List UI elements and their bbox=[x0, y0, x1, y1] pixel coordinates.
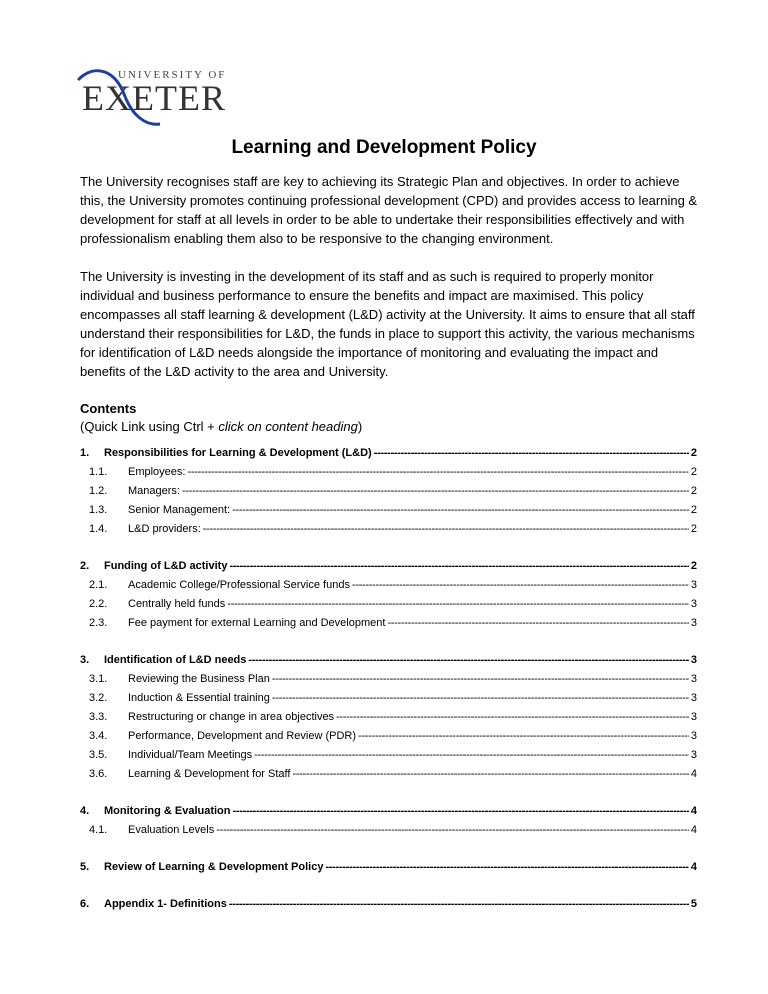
toc-number: 3. bbox=[80, 654, 90, 666]
toc-entry[interactable] bbox=[80, 557, 697, 576]
toc-page: 2 bbox=[690, 466, 697, 478]
toc-number: 3.4. bbox=[89, 730, 108, 742]
toc-title: Restructuring or change in area objectives bbox=[128, 711, 335, 723]
toc-title: Induction & Essential training bbox=[128, 692, 270, 704]
toc-leader bbox=[387, 614, 688, 633]
hint-italic: click on content heading bbox=[218, 419, 358, 434]
toc-page: 3 bbox=[690, 673, 697, 685]
toc-number: 2.2. bbox=[89, 598, 108, 610]
toc-leader bbox=[187, 463, 688, 482]
toc-entry[interactable] bbox=[80, 576, 697, 595]
toc-page: 2 bbox=[690, 447, 697, 459]
toc-title: Individual/Team Meetings bbox=[128, 749, 253, 761]
quick-link-hint bbox=[80, 418, 698, 436]
toc-entry[interactable] bbox=[80, 765, 697, 784]
toc-number: 4.1. bbox=[89, 824, 108, 836]
toc-title: Senior Management: bbox=[128, 504, 231, 516]
toc-entry[interactable] bbox=[80, 501, 697, 520]
toc-page: 4 bbox=[690, 824, 697, 836]
toc-page: 4 bbox=[690, 805, 697, 817]
toc-entry[interactable] bbox=[80, 670, 697, 689]
toc-page: 3 bbox=[690, 730, 697, 742]
toc-title: L&D providers: bbox=[128, 523, 201, 535]
toc-page: 2 bbox=[690, 560, 697, 572]
toc-title: Responsibilities for Learning & Development (L&D) bbox=[104, 447, 372, 459]
toc-leader bbox=[374, 444, 689, 463]
toc-entry[interactable] bbox=[80, 895, 697, 914]
toc-number: 2.3. bbox=[89, 617, 108, 629]
svg-text:UNIVERSITY OF: UNIVERSITY OF bbox=[118, 69, 227, 81]
toc-number: 2.1. bbox=[89, 579, 108, 591]
toc-entry[interactable] bbox=[80, 595, 697, 614]
toc-entry[interactable] bbox=[80, 463, 697, 482]
toc-title: Employees: bbox=[128, 466, 186, 478]
toc-number: 1.3. bbox=[89, 504, 108, 516]
toc-entry[interactable] bbox=[80, 482, 697, 501]
toc-leader bbox=[203, 520, 689, 539]
toc-page: 3 bbox=[690, 711, 697, 723]
toc-leader bbox=[292, 765, 688, 784]
toc-page: 3 bbox=[690, 598, 697, 610]
toc-leader bbox=[336, 708, 689, 727]
toc-title: Managers: bbox=[128, 485, 180, 497]
toc-title: Review of Learning & Development Policy bbox=[104, 861, 324, 873]
toc-entry[interactable] bbox=[80, 708, 697, 727]
toc-page: 3 bbox=[690, 579, 697, 591]
toc-number: 1. bbox=[80, 447, 90, 459]
toc-number: 5. bbox=[80, 861, 90, 873]
toc-title: Monitoring & Evaluation bbox=[104, 805, 231, 817]
hint-prefix: (Quick Link using Ctrl + bbox=[80, 419, 219, 434]
table-of-contents bbox=[80, 444, 697, 914]
toc-leader bbox=[272, 670, 689, 689]
toc-entry[interactable] bbox=[80, 802, 697, 821]
toc-leader bbox=[352, 576, 689, 595]
toc-number: 2. bbox=[80, 560, 90, 572]
toc-leader bbox=[182, 482, 689, 501]
toc-page: 3 bbox=[690, 692, 697, 704]
toc-leader bbox=[216, 821, 689, 840]
toc-entry[interactable] bbox=[80, 651, 697, 670]
toc-leader bbox=[325, 858, 688, 877]
toc-title: Identification of L&D needs bbox=[104, 654, 247, 666]
scope-paragraph: The University is investing in the development of its staff and as such is required to properly monitor individual and business performance to ensure the benefits and impact are maximised. This policy encompasses all staff learning & development (L&D) activity at the University. It aims to ensure that all staff understand their responsibilities for L&D, the funds in place to support this activity, the various mechanisms for identification of L&D needs alongside the importance of monitoring and evaluating the impact and benefits of the L&D activity to the area and University. bbox=[80, 269, 695, 379]
toc-title: Funding of L&D activity bbox=[104, 560, 228, 572]
toc-number: 1.4. bbox=[89, 523, 108, 535]
toc-number: 3.2. bbox=[89, 692, 108, 704]
toc-number: 4. bbox=[80, 805, 90, 817]
toc-number: 3.5. bbox=[89, 749, 108, 761]
toc-page: 2 bbox=[690, 485, 697, 497]
toc-leader bbox=[248, 651, 688, 670]
toc-entry[interactable] bbox=[80, 746, 697, 765]
toc-leader bbox=[272, 689, 689, 708]
toc-number: 1.1. bbox=[89, 466, 108, 478]
toc-number: 3.3. bbox=[89, 711, 108, 723]
toc-entry[interactable] bbox=[80, 614, 697, 633]
toc-title: Reviewing the Business Plan bbox=[128, 673, 270, 685]
toc-page: 2 bbox=[690, 523, 697, 535]
toc-leader bbox=[229, 557, 688, 576]
toc-number: 3.1. bbox=[89, 673, 108, 685]
toc-title: Learning & Development for Staff bbox=[128, 768, 291, 780]
toc-page: 3 bbox=[690, 617, 697, 629]
toc-leader bbox=[229, 895, 689, 914]
toc-number: 1.2. bbox=[89, 485, 108, 497]
toc-entry[interactable] bbox=[80, 520, 697, 539]
toc-number: 3.6. bbox=[89, 768, 108, 780]
toc-leader bbox=[232, 501, 689, 520]
svg-text:EXETER: EXETER bbox=[82, 78, 226, 118]
toc-leader bbox=[358, 727, 689, 746]
toc-number: 6. bbox=[80, 898, 90, 910]
toc-entry[interactable] bbox=[80, 858, 697, 877]
toc-page: 5 bbox=[690, 898, 697, 910]
toc-leader bbox=[254, 746, 689, 765]
university-of-exeter-logo bbox=[76, 58, 241, 128]
toc-entry[interactable] bbox=[80, 444, 697, 463]
toc-title: Appendix 1- Definitions bbox=[104, 898, 227, 910]
toc-leader bbox=[227, 595, 689, 614]
toc-page: 4 bbox=[690, 768, 697, 780]
toc-page: 3 bbox=[690, 654, 697, 666]
toc-title: Evaluation Levels bbox=[128, 824, 215, 836]
page-title: Learning and Development Policy bbox=[231, 137, 537, 158]
intro-paragraph: The University recognises staff are key to achieving its Strategic Plan and objectives. In order to achieve this, the University promotes continuing professional development (CPD) and provides access to learning & development for staff at all levels in order to be able to undertake their responsibilities effectively and with professionalism enabling them also to be responsive to the changing environment. bbox=[80, 174, 698, 246]
toc-page: 2 bbox=[690, 504, 697, 516]
toc-page: 4 bbox=[690, 861, 697, 873]
toc-page: 3 bbox=[690, 749, 697, 761]
toc-entry[interactable] bbox=[80, 689, 697, 708]
toc-entry[interactable] bbox=[80, 727, 697, 746]
toc-title: Fee payment for external Learning and Development bbox=[128, 617, 386, 629]
toc-title: Performance, Development and Review (PDR) bbox=[128, 730, 357, 742]
toc-title: Centrally held funds bbox=[128, 598, 226, 610]
contents-heading: Contents bbox=[80, 401, 137, 416]
toc-leader bbox=[233, 802, 689, 821]
toc-entry[interactable] bbox=[80, 821, 697, 840]
hint-suffix: ) bbox=[357, 419, 363, 434]
toc-title: Academic College/Professional Service funds bbox=[128, 579, 350, 591]
